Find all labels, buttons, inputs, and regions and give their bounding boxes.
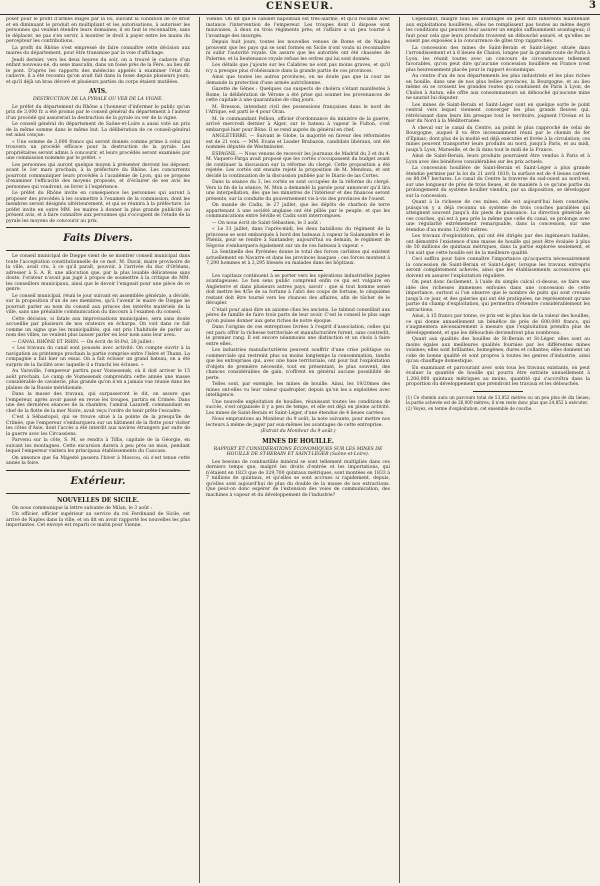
paragraph: Ainsi de Saint-Berain, leurs produits pourraient être vendus à Paris et à Lyon avec des bénéfices considérables sur les prix actuels. bbox=[406, 154, 590, 165]
divider bbox=[473, 391, 523, 392]
column-1 bbox=[6, 17, 190, 883]
paragraph: Gazette de Gênes : Quelques cas suspects de choléra s'étant manifestés à Rome, la délibération de Vérone a été prise qui soumet les provenances de cette capitale à une quarantaine de cinq jours. bbox=[206, 87, 390, 103]
paragraph: Les besoins de combustible minéral se sont tellement multipliés dans ces derniers temps que, malgré les droits d'entrée et les importations, qui n'étaient en 1823 que de 329,700 quintaux métriques, sont montées en 1833 à 7 millions de quintaux, et qu'elles se sont accrues si rapidement, depuis, qu'elles sont aujourd'hui de plus du double de la masse de nos extractions. Que peut-on donc espérer de l'extension des voies de communication, des machines à vapeur et du développement de l'industrie? bbox=[206, 459, 390, 498]
article-heading-mines: MINES DE HOUILLE. bbox=[262, 437, 334, 445]
paragraph: « Le 31 juillet, dans l'après-midi, les deux bataillons du régiment de la princesse se sont embarqués à bord des bateaux à vapeur la Salamandre et le Phénix, pour se rendre à Santander; aujourd'hui ou demain, le régiment de Ségovie s'embarquera également sur un de ces bateaux à vapeur. » bbox=[206, 227, 390, 249]
paragraph: Au centre d'un de nos départements les plus industriels et les plus riches en houille, dans une de nos plus belles provinces, la Bourgogne, et au lieu même où se croisent les grandes routes qui conduisent de Paris à Lyon, de Chalon à Autun, elle offre aux consommateurs un débouché qu'aucune mine ne saurait lui disputer. bbox=[406, 74, 590, 101]
paragraph: Cependant, malgré tous les avantages on peut dire inhérents maintenant aux exploitations houillères, elles ne remplissent pas toutes au même degré les conditions qui peuvent leur assurer un emploi suffisamment avantageux; il faut pour cela que leurs produits trouvent un débouché assuré, et qu'elles ne soient pas exposées à la concurrence de gîtes trop rapprochés. bbox=[406, 17, 590, 44]
paragraph: Une nouvelle exploitation de houilles, réunissant toutes les conditions de succès, s'est organisée il y a peu de temps, et elle est déjà en pleine activité. Les mines de Saint-Berain et Saint-Léger, d'une étendue de 4 lieues carrées. bbox=[206, 399, 390, 416]
paragraph: poser pour le profit d'armes exigés par la loi, suivant la condition de ce droit et en diminuant le produit en multipliant et les autorisations, à autoriser les personnes qui veulent étendre leurs domaines; il en faut le reconnaître, sans le déplacer, ne pas s'en servir, à montrer le droit à payer entre les mains du percepteur les contributions. bbox=[6, 17, 190, 44]
paragraph: La concession des mines de Saint-Berain et Saint-Léger, située dans l'arrondissement et à 8 lieues de Chalon, longée par la grande route de Paris à Lyon, les réunit toutes avec un concours de circonstances tellement favorables, qu'on peut dire qu'aucune concession houillère en France n'est plus heureusement placée pour le rapport économique. bbox=[406, 45, 590, 73]
paragraph: Quant à la richesse de ces mines, elle est aujourd'hui bien constatée, puisqu'on y a déjà reconnu un système de trois couches parallèles qui atteignent souvent jusqu'à dix pieds de puissance. La direction générale de ces couches, qui est à peu près la même que celle du canal, se prolonge avec une régularité extrêmement remarquable, dans la concession, sur une étendue d'au moins 12,000 mètres. bbox=[406, 200, 590, 233]
paragraph: C'est à Sébastopol, qui se trouve situé à la pointe de la presqu'île de Crimée, que l'empereur s'embarquera sur un bâtiment de la flotte pour visiter les côtes d'Asie, dont l'accès a été interdit aux navires étrangers par suite de la guerre avec les Circassiens. bbox=[6, 415, 190, 437]
column-2 bbox=[206, 17, 390, 883]
column-3 bbox=[406, 17, 590, 883]
footnote: (2) Voyez, en terme d'exploitation, cet ensemble de couche. bbox=[406, 405, 533, 411]
paragraph: On peut donc facilement, à l'aide du simple calcul ci-dessus, se faire une idée des richesses immenses enfouies dans une concession de cette importance, surtout si l'on observe que le nombre de puits qui sont creusés jusqu'à ce jour, et des galeries qui ont été pratiquées, ne représentent qu'une partie du champ d'exploitation, qui permettra d'étendre considérablement les extractions. bbox=[406, 280, 590, 313]
paragraph: On annonce que Sa Majesté passera l'hiver à Moscou, où s'est tenue cette année la foire. bbox=[6, 455, 190, 466]
article-heading-sicile: NOUVELLES DE SICILE. bbox=[56, 496, 140, 504]
article-subheading: RAPPORT ET CONSIDÉRATIONS ÉCONOMIQUES SUR LES MINES DE HOUILLE DE ST-BERAIN ET SAINT-LÉGER (Saône-et-Loire). bbox=[213, 446, 383, 457]
paragraph: M. Bresson, intendant civil des possessions françaises dans le nord de l'Afrique, est parti le 4 pour Oran. bbox=[206, 104, 390, 115]
section-subheading: DESTRUCTION DE LA PYRALE OU VER DE LA VIGNE. bbox=[33, 97, 163, 102]
divider bbox=[6, 470, 190, 471]
paragraph: On nous communique la lettre suivante de Milan, le 3 août : bbox=[12, 505, 152, 511]
paragraph: À cheval sur le canal du Centre, au point le plus rapproché de celui de Bourgogne, auquel il va être incessamment réuni par le chemin de fer d'Epinac; dont plus de la moitié est déjà exécutée et livrée à la circulation; ces mines peuvent transporter leurs produits au nord, jusqu'à Paris, et au midi, jusqu'à Lyon, Marseille, et de là dans tout le midi de la France. bbox=[406, 125, 590, 153]
paragraph: Les détails que j'ajoute sur les Calabres ne sont pas moins graves, et qu'il n'y a presque plus d'obéissance dans la grande partie de ces provinces. bbox=[206, 63, 390, 74]
paragraph: « Une somme de 3,000 francs qui seront donnés comme prime à celui qui trouvera un procédé efficace pour la destruction de la pyrale. Les propriétaires seront admis à concourir, et leurs procédés seront examinés par une commission nommée par le préfet. » bbox=[6, 139, 190, 161]
newspaper-title: CENSEUR. bbox=[265, 1, 335, 12]
section-heading-avis: AVIS. bbox=[89, 88, 107, 95]
section-heading-faits-divers: Faits Divers. bbox=[63, 233, 133, 244]
paragraph: Le préfet du département du Rhône a l'honneur d'informer le public qu'un prix de 3,000 fr. a été promis par le conseil général du département à l'auteur d'un procédé qui assurerait la destruction de la pyrale ou ver de la vigne. bbox=[6, 104, 190, 121]
paragraph: La profit du Rhône s'est empressé de faire connaître cette décision aux maires du département, pour être transmise par la voie d'affichage. bbox=[6, 45, 190, 56]
paragraph: Cette décision, si fatale aux improvisations municipales, sera sans doute accueillie par plusieurs de nos orateurs en écharpe. On voit dans ce fait comme un signe que les municipalités, qui ont pris l'habitude de parler au nom des villes, ne veulent plus laisser parler en leur nom sans leur aveu. bbox=[6, 316, 190, 338]
paragraph: Telles sont, par exemple, les mines de houille. Ainsi, les 19/20mes des mines ont-elles vu leur valeur quadrupler, depuis qu'on les a exploitées avec intelligence. bbox=[206, 382, 390, 398]
paragraph: Ainsi, à 15 francs par tonne, ce prix est le plus bas de la valeur des houilles, ce qui donne annuellement un bénéfice de près de 600,000 francs, qui s'augmentera nécessairement à mesure que l'exploitation prendra plus de développement, et que les débouchés deviendront plus nombreux. bbox=[406, 314, 590, 336]
paragraph: Le conseil général du département de Saône-et-Loire a aussi voté un prix de la même somme dans le même but. La délibération de ce conseil-général est ainsi conçue: bbox=[6, 122, 190, 138]
paragraph: Dans la séance du 3, les cortès se sont occupées de la réforme du clergé. Vers la fin de la séance, M. Mon a demandé la parole pour annoncer qu'il lira une interpellation, dès que les ministres de l'intérieur et des finances seront présents, sur la conduite du gouvernement vis-à-vis des provinces de l'ouest. bbox=[206, 180, 390, 202]
paragraph: Au Varaville, l'empereur partira pour Voznesensk, où il doit arriver le 15 août prochain. Le camp de Voznesensk comprendra cette année une masse considérable de cavalerie, plus grande qu'on n'en a jamais vue réunie dans les plaines de la Russie méridionale. bbox=[6, 369, 190, 391]
paragraph: Un officier, officier supérieur au service du roi Ferdinand de Sicile, est arrivé de Naples dans la ville, et on dit en avoir rapporté les nouvelles les plus importantes. Cet envoyé est reparti ce matin pour Vienne. bbox=[6, 512, 190, 528]
paragraph: C'était pour ainsi dire un axiome chez les anciens. Le talmud conseillait aux pères de famille de faire trois parts de leur avoir. C'est le conseil le plus sage qu'on puisse donner aux gens riches de notre époque. bbox=[206, 307, 390, 324]
paragraph: On mande de Cadix, le 27 juillet, que les dépôts de charbon de terre appartenant à une société anglaise ont été pillés par le peuple, et que les communications entre Séville et Cadix sont interrompues. bbox=[206, 203, 390, 219]
paragraph: Les industries manufacturières peuvent souffrir d'une crise politique ou commerciale qui restreint plus ou moins longtemps la consommation, tandis que les entreprises qui, avec une base territoriale, ont pour but l'exploitation d'objets de première nécessité, tout en présentant, le plus souvent, des chances considérables de gain, n'offrent en général aucune possibilité de perte. bbox=[206, 348, 390, 381]
column-rule bbox=[199, 17, 200, 883]
paragraph: Les travaux d'exploitation, qui ont été dirigés par des ingénieurs habiles, ont démontré l'existence d'une masse de houille qui peut être évaluée à plus de 50 millions de quintaux métriques, dans la partie explorée seulement, et l'on sait que cette houille est de la meilleure qualité. bbox=[406, 234, 590, 256]
paragraph: Dans l'origine de ces entreprises livrées à l'esprit d'association, celles qui ont paru offrir la richesse territoriale et manufacturière furent, sans contredit, le premier rang. Il est encore néanmoins une distinction et un choix à faire entre elles. bbox=[206, 325, 390, 347]
paragraph: Depuis huit jours, toutes les nouvelles venues de Rome et de Naples prouvent que les pays qui se sont formés en Sicile n'ont voulu ni reconnaître ni subir l'autorité royale. On assure que les autorités ont été chassées de Palerme, et la lieutenance royale refuse les ordres qui lui sont donnés. bbox=[206, 40, 390, 62]
source-note: (Extrait du Moniteur du 9 août.) bbox=[260, 429, 336, 434]
paragraph: Les personnes qui auront quelque moyen à présenter devront les déposer, avant le 1er mars prochain, à la préfecture du Rhône. Les concurrents pourront communiquer leurs procédés à l'académie de Lyon, qui se propose d'examiner l'efficacité des moyens proposés, et d'éclairer de ses avis les personnes qui voudront, se livrer à l'expérience. bbox=[6, 162, 190, 190]
paragraph: Le conseil municipal de Dieppe vient de se montrer conseil municipal dans toute l'acceptation constitutionnelle de ce mot. M. Duval, maire provisoire de la ville, avait cru, à ce qu'il paraît, pouvoir, à l'arrivée du duc d'Orléans, adresser à S. A. R. une allocution que, par la plus louable délicatesse sans doute, l'orateur n'avait pas jugé à propos de soumettre à la critique de MM. les conseillers municipaux, ainsi que le devoir l'exigeait pour une pièce de ce genre. bbox=[6, 254, 190, 292]
paragraph: Parvenu sur la côte, S. M. se rendra à Tiflis, capitale de la Géorgie, en suivant les montagnes. Cette excursion durera à peu près un mois, pendant lequel l'empereur visitera les principaux établissements du Caucase. bbox=[6, 438, 190, 454]
masthead bbox=[0, 0, 600, 15]
paragraph: Vienne. On dit que le cabinet napolitain est très-alarmé, et qu'il réclame avec instance l'intervention de l'empereur. Les troupes dont il dispose sont mauvaises, à deux ou trois régiments près; et l'affaire a un peu tourné à l'avantage des insurgés. bbox=[206, 17, 390, 39]
paragraph: — CANAL RHÔNE ET RHIN. — On écrit de St-Pol, 28 juillet : bbox=[12, 339, 155, 345]
paragraph: M. le commandant Pellion, officier d'ordonnance du ministre de la guerre, arrivé mercredi dernier à Alger, sur le bateau à vapeur le Fulton, s'est embarqué hier pour Bône. Il se rend auprès du général en chef. bbox=[206, 116, 390, 133]
paragraph: Ceci suffira pour faire connaître l'importance qu'acquerra nécessairement la concession de Saint-Berain et Saint-Léger, lorsque les travaux entrepris seront complètement achevés, ainsi que les établissements accessoires qui doivent en assurer l'exploitation régulière. bbox=[406, 257, 590, 279]
page-number: 3 bbox=[589, 0, 596, 11]
paragraph: La concession houillère de Saint-Berain et Saint-Léger a plus grande étendue permise par la loi du 21 avril 1810; la surface est de 4 lieues carrées ou 80,047 hectares. Le canal du Centre la traverse du sud-ouest au nord-est, sur une longueur de près de trois lieues, et de manière à ce qu'une partie du prolongement du système houiller viendra, par sa disposition, se développer sur la concession. bbox=[406, 166, 590, 199]
paragraph: ANGLETERRE. — Suivant le Globe, la majorité en faveur des réformistes est de 21 voix. — MM. Evans et Leader Brabazon, candidats libéraux, ont été nommés députés de Westminster. bbox=[206, 134, 390, 150]
paragraph: ESPAGNE. — Nous venons de recevoir les journaux de Madrid du 3 et du 4. M. Vaquero-Parga avait proposé que les cortès s'occupassent du budget avant de continuer la discussion sur la réforme du clergé. Cette proposition a été rejetée. Les cortès ont ensuite rejeté la proposition de M. Mendoza, et ont décidé la continuation de la discussion publiée par le Diario de las Cortes. bbox=[206, 151, 390, 179]
divider bbox=[6, 227, 190, 228]
paragraph: Le préfet du Rhône invite en conséquence les personnes qui auront à proposer des procédés à les soumettre à l'examen de la commission, dont les membres seront désignés ultérieurement, et qui se réunira à la préfecture. Le préfet invite en outre MM. les maires à donner la plus grande publicité au présent avis, et à faire connaître aux personnes qui s'occupent de l'étude de la pyrale les moyens de concourir au prix. bbox=[6, 191, 190, 224]
divider bbox=[6, 250, 190, 251]
column-rule bbox=[399, 17, 400, 883]
divider bbox=[273, 270, 323, 271]
paragraph: Les mines de Saint-Berain et Saint-Léger sont en quelque sorte le point central vers lequel viennent converger les plus grands fleuves qui, rétrécissant dans leurs lits presque tout le territoire, joignent l'Océan et la mer du Nord à la Méditerranée. bbox=[406, 102, 590, 124]
section-heading-exterieur: Extérieur. bbox=[70, 475, 126, 487]
paragraph: Dans la masse des travaux, qui surpasseront le dit, on assure que l'empereur, après avoir passé en revue les troupes, partira en Crimée. Dans une des dernières séances de la chambre, l'amiral Lazareff, commandant en chef de la flotte de la mer Noire, avait reçu l'ordre de tenir prête l'escadre. bbox=[6, 392, 190, 414]
paragraph: La Sentinelle des Pyrénées donne le total des forces carlistes qui existent actuellement en Navarre et dans les provinces basques : ces forces montent à 7,290 hommes et à 2,295 blessés ou malades dans les hôpitaux. bbox=[206, 250, 390, 266]
paragraph: Quant aux qualités des houilles de St-Berain et St-Léger, elles sont au moins égales aux meilleures qualités fournies par les différentes mines voisines; elles sont brillantes, homogènes, dures et collantes; elles donnent un coke de bonne qualité et sont propres à toutes les genres d'industrie, ainsi qu'au chauffage domestique. bbox=[406, 337, 590, 364]
paragraph: Nous empruntons au Moniteur du 9 août, la note suivante, pour mettre nos lecteurs à même de juger par eux-mêmes les avantages de cette entreprise. bbox=[206, 417, 390, 428]
paragraph: Les capitaux continuent à se porter vers les opérations industrielles jugées avantageuses. Le bon sens public comprend enfin ce qui est vulgaire en Angleterre et dans plusieurs autres pays, savoir : que si tout homme sensé doit mettre les 4/5e de sa fortune à l'abri des coups de fortune, le cinquième restant doit être tourné vers les chances des affaires, afin de tâcher de le décupler. bbox=[206, 273, 390, 306]
paragraph: « Les travaux du canal sont poussés avec activité. On compte ouvrir à la navigation au printemps prochain la partie comprise entre l'Isère et Thann. La compagnie a fait hier un essai. On a fait écluser un grand bateau, on a été surpris de la facilité avec laquelle il a franchi les écluses. » bbox=[6, 346, 190, 368]
divider bbox=[6, 493, 190, 494]
paragraph: Ainsi que toutes les autres provinces, on ne doute pas que la cour ne demande la protection d'une armée autrichienne. bbox=[206, 75, 390, 86]
paragraph: En examinant et parcourant avec soin tous les travaux existants, on peut évaluer la quantité de houille qui pourra être extraite annuellement à 1,200,000 quintaux métriques au moins, quantité qui s'accroîtra dans la proportion du développement que prendront les travaux et les débouchés. bbox=[406, 365, 590, 387]
paragraph: — On nous écrit de Saint-Sébastien, le 3 août : bbox=[212, 220, 321, 226]
paragraph: Jeudi dernier, vers les deux heures du soir, on a trouvé le cadavre d'un enfant nouveau-né, du sexe masculin, dans un fossé près de la Fère, au lieu dit le pont. D'après les rapports des médecins appelés à examiner l'état du cadavre, il a été reconnu qu'on avait fait dans la fosse depuis plusieurs jours, et qu'il déjà un bras dévoré et plusieurs parties du corps étaient mutilées. bbox=[6, 57, 190, 85]
paragraph: Le conseil municipal, réuni le jour suivant en assemblée générale, a décidé, sur la proposition d'un de ses membres, qu'à l'avenir le maire de Dieppe ne pourrait parler au nom du conseil aux princes des intérêts matériels de la ville, sans une préalable communication du discours à l'examen du conseil. bbox=[6, 293, 190, 315]
footnote: (1) Ce chemin aura un parcours total de 53,852 mètres ou un peu plus de dix lieues; la partie achevée est de 26,000 mètres; il n'en reste donc plus que 24,852 à exécuter. bbox=[406, 394, 590, 405]
